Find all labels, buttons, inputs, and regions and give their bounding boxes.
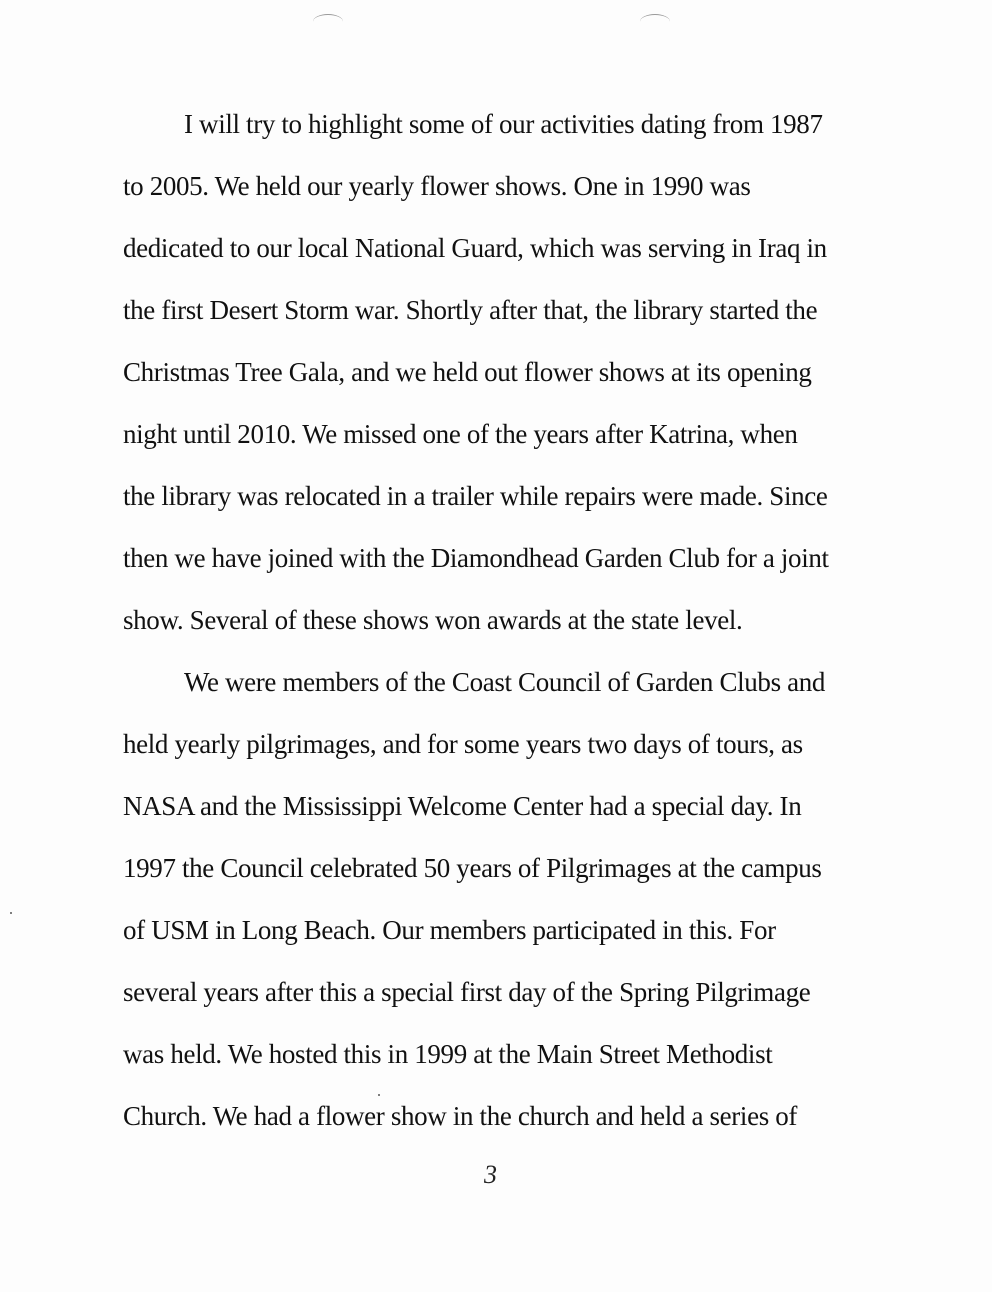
text-line: We were members of the Coast Council of Garden Clubs and (184, 667, 826, 697)
text-line: night until 2010. We missed one of the years after Katrina, when (123, 419, 798, 449)
text-line: to 2005. We held our yearly flower shows. One in 1990 was (123, 171, 751, 201)
document-body (123, 101, 858, 1155)
text-line: of USM in Long Beach. Our members participated in this. For (123, 915, 776, 945)
text-line: Church. We had a flower show in the church and held a series of (123, 1101, 798, 1131)
hole-punch-mark (313, 14, 343, 29)
text-line: Christmas Tree Gala, and we held out flower shows at its opening (123, 357, 812, 387)
page-number: 3 (484, 1160, 497, 1189)
text-line: 1997 the Council celebrated 50 years of Pilgrimages at the campus (123, 853, 822, 883)
scan-speck (378, 1094, 380, 1096)
text-line: NASA and the Mississippi Welcome Center had a special day. In (123, 791, 802, 821)
text-line: the first Desert Storm war. Shortly after that, the library started the (123, 295, 818, 325)
text-line: held yearly pilgrimages, and for some years two days of tours, as (123, 729, 803, 759)
text-line: several years after this a special first day of the Spring Pilgrimage (123, 977, 811, 1007)
text-line: then we have joined with the Diamondhead Garden Club for a joint (123, 543, 829, 573)
text-line: the library was relocated in a trailer while repairs were made. Since (123, 481, 828, 511)
text-line: was held. We hosted this in 1999 at the Main Street Methodist (123, 1039, 773, 1069)
scan-speck (10, 912, 12, 914)
text-line: I will try to highlight some of our activities dating from 1987 (184, 109, 823, 139)
text-line: dedicated to our local National Guard, which was serving in Iraq in (123, 233, 827, 263)
hole-punch-mark (640, 14, 670, 29)
text-line: show. Several of these shows won awards at the state level. (123, 605, 743, 635)
